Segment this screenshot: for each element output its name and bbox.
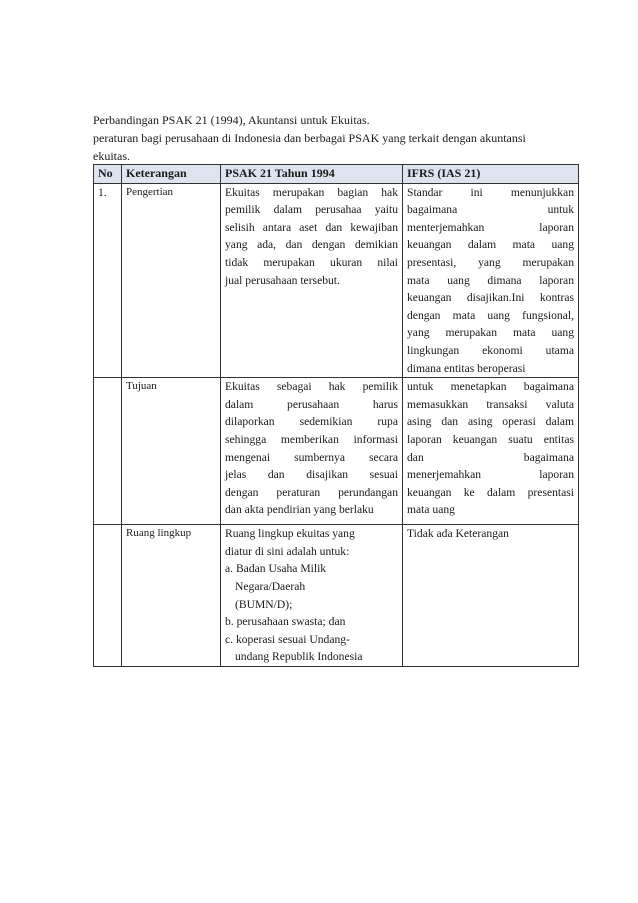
text-line: pemilik dalam perusahaa yaitu [225,203,398,217]
text-line: mengenai sumbernya secara [225,450,398,464]
text-line: laporan keuangan suatu entitas [407,432,574,446]
table-row [94,378,579,525]
table-row [94,525,579,667]
text-line: yang merupakan mata uang [407,326,574,340]
comparison-table [93,164,579,667]
cell-keterangan: Tujuan [122,378,221,525]
text-line: Ruang lingkup ekuitas yang [225,527,355,541]
cell-ifrs [403,378,579,525]
cell-psak [221,525,403,667]
text-line: dilaporkan sedemikian rupa [225,415,398,429]
text-line: Negara/Daerah [235,579,306,593]
text-line: jelas dan disajikan sesuai [225,468,398,482]
text-line: yang ada, dan dengan demikian [225,238,398,252]
header-psak: PSAK 21 Tahun 1994 [221,165,403,184]
cell-no [94,378,122,525]
text-line: asing dan asing operasi dalam [407,415,574,429]
text-line: mata uang [407,503,455,517]
text-line: bagaimana untuk [407,203,574,217]
text-line: lingkungan ekonomi utama [407,343,574,357]
text-line: mata uang dimana laporan [407,273,574,287]
text-line: menterjemahkan laporan [407,220,574,234]
text-line: tidak merupakan ukuran nilai [225,255,398,269]
text-line: (BUMN/D); [235,597,293,611]
text-line: Ekuitas sebagai hak pemilik [225,380,398,394]
table-header-row [94,165,579,184]
text-line: b. perusahaan swasta; dan [225,615,346,629]
text-line: dimana entitas beroperasi [407,361,526,375]
text-line: a. Badan Usaha Milik [225,562,327,576]
text-line: sehingga memberikan informasi [225,432,398,446]
cell-psak [221,183,403,378]
text-line: dan bagaimana [407,450,574,464]
cell-ifrs [403,525,579,667]
text-line: menerjemahkan laporan [407,468,574,482]
text-line: presentasi, yang merupakan [407,255,574,269]
text-line: dengan mata uang fungsional, [407,308,574,322]
text-line: memasukkan transaksi valuta [407,397,574,411]
intro-line-1: Perbandingan PSAK 21 (1994), Akuntansi untuk Ekuitas. [93,113,370,127]
text-line: keuangan dalam mata uang [407,238,574,252]
cell-psak [221,378,403,525]
text-line: Standar ini menunjukkan [407,185,574,199]
text-line: selisih antara aset dan kewajiban [225,220,398,234]
text-line: Tidak ada Keterangan [407,527,509,541]
header-no: No [94,165,122,184]
header-ifrs: IFRS (IAS 21) [403,165,579,184]
text-line: jual perusahaan tersebut. [225,273,340,287]
text-line: keuangan disajikan.Ini kontras [407,291,574,305]
cell-keterangan: Pengertian [122,183,221,378]
text-line: diatur di sini adalah untuk: [225,544,350,558]
text-line: untuk menetapkan bagaimana [407,380,574,394]
cell-no [94,525,122,667]
cell-ifrs [403,183,579,378]
intro-line-2: peraturan bagi perusahaan di Indonesia dan berbagai PSAK yang terkait dengan akuntansi [93,131,526,145]
text-line: dengan peraturan perundangan [225,485,398,499]
text-line: undang Republik Indonesia [235,650,363,664]
header-keterangan: Keterangan [122,165,221,184]
intro-paragraph [93,111,583,165]
table-row [94,183,579,378]
text-line: dan akta pendirian yang berlaku [225,503,374,517]
text-line: dalam perusahaan harus [225,397,398,411]
text-line: Ekuitas merupakan bagian hak [225,185,398,199]
cell-no: 1. [94,183,122,378]
intro-line-3: ekuitas. [93,149,130,163]
text-line: keuangan ke dalam presentasi [407,485,574,499]
cell-keterangan: Ruang lingkup [122,525,221,667]
text-line: c. koperasi sesuai Undang- [225,632,350,646]
